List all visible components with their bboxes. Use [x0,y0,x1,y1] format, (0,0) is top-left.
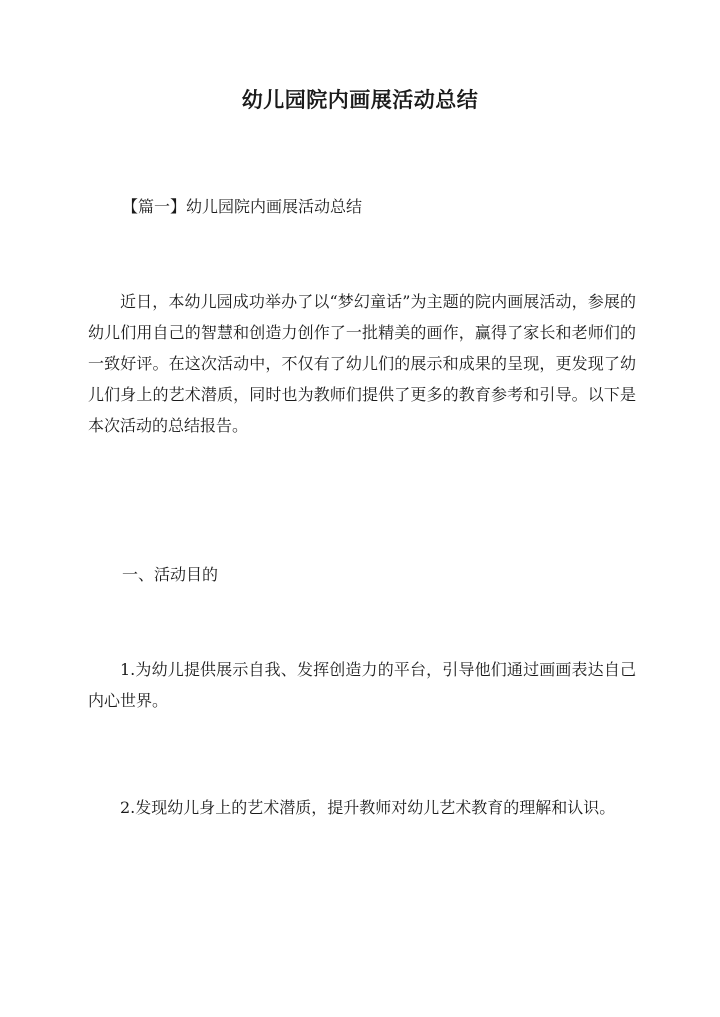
document-title: 幼儿园院内画展活动总结 [241,87,479,112]
section-heading: 一、活动目的 [122,565,219,584]
intro-paragraph: 近日，本幼儿园成功举办了以“梦幻童话”为主题的院内画展活动，参展的幼儿们用自己的智慧和创造力创作了一批精美的画作，赢得了家长和老师们的一致好评。在这次活动中，不仅有了幼儿们的展示和成果的呈现，更发现了幼儿们身上的艺术潜质，同时也为教师们提供了更多的教育参考和引导。以下是本次活动的总结报告。 [88,292,636,435]
list-item: 2.发现幼儿身上的艺术潜质，提升教师对幼儿艺术教育的理解和认识。 [120,798,616,817]
chapter-heading: 【篇一】幼儿园院内画展活动总结 [122,197,363,216]
list-item: 1.为幼儿提供展示自我、发挥创造力的平台，引导他们通过画画表达自己内心世界。 [88,660,636,710]
